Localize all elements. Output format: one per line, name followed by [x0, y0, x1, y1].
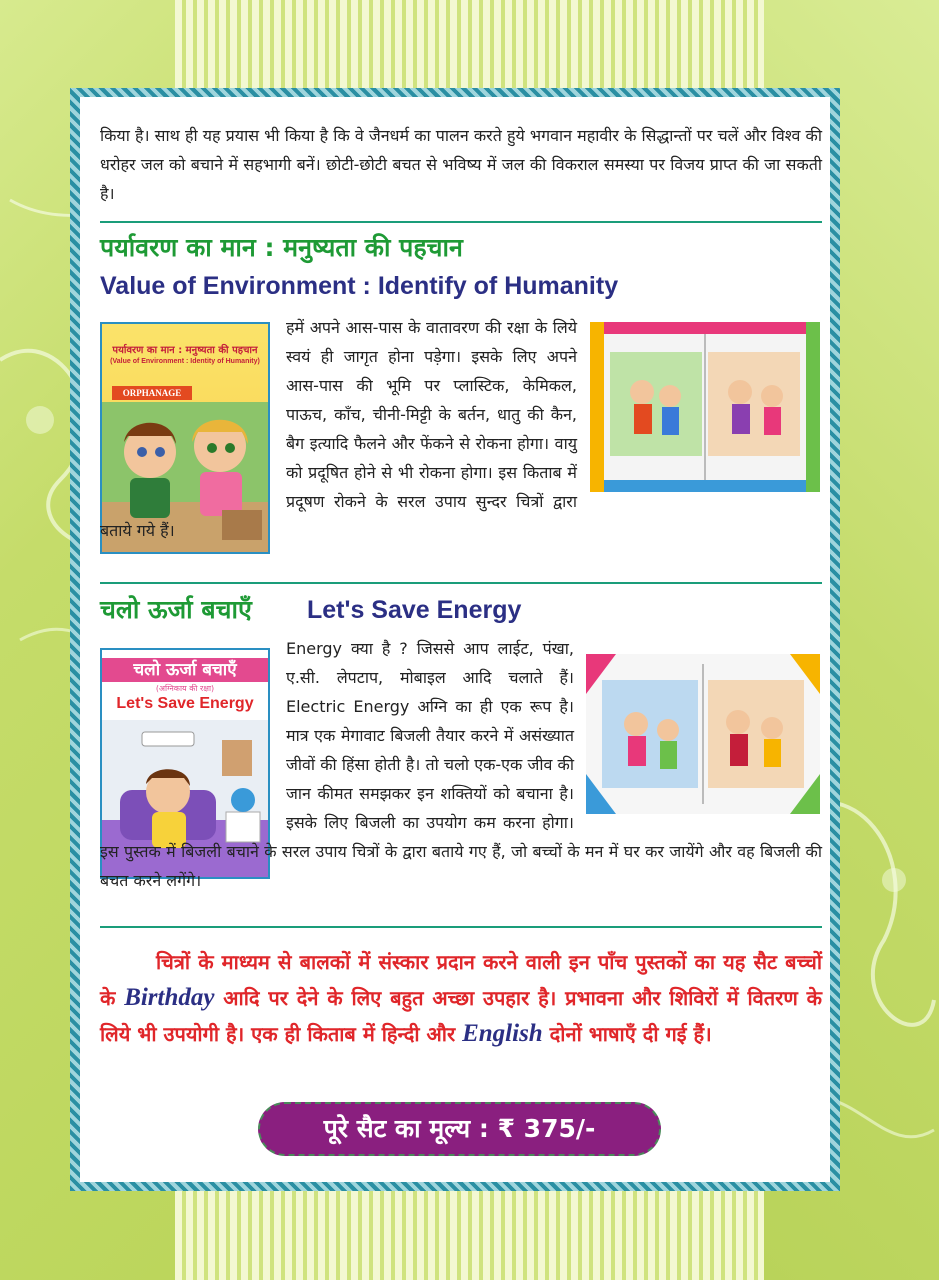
energy-title-hindi: चलो ऊर्जा बचाएँ — [100, 595, 252, 624]
environment-spread-illustration — [590, 322, 820, 492]
divider-1 — [100, 221, 822, 223]
environment-title-english: Value of Environment : Identify of Humanity — [100, 272, 619, 300]
promo-english: English — [462, 1020, 543, 1047]
intro-paragraph: किया है। साथ ही यह प्रयास भी किया है कि वे जैनधर्म का पालन करते हुये भगवान महावीर के सिद्धान्तों पर चलें और विश्व की धरोहर जल को बचाने में सहभागी बनें। छोटी-छोटी बचत से भविष्य में जल की विकराल समस्या पर विजय प्राप्त की जा सकती है। — [100, 126, 822, 203]
environment-cover-subtitle: (Value of Environment : Identity of Humanity) — [110, 358, 260, 365]
environment-body: हमें अपने आस-पास के वातावरण की रक्षा के लिये स्वयं ही जागृत होना पड़ेगा। इसके लिए अपने आस-पास की भूमि पर प्लास्टिक, केमिकल, पाऊच, काँच, चीनी-मिट्टी के बर्तन, धातु की कैन, बैग इत्यादि फैलने और फेंकने से रोकना होगा। वायु को प्रदूषित होने से भी रोकना होगा। इस किताब में प्रदूषण रोकने के सरल उपाय सुन्दर चित्रों द्वारा बताये गये हैं। — [100, 318, 577, 540]
wrap-spacer-left — [100, 634, 286, 832]
energy-title-english: Let's Save Energy — [307, 596, 522, 624]
energy-book-spread — [586, 654, 820, 814]
promo-birthday: Birthday — [124, 984, 215, 1011]
environment-cover-title: पर्यावरण का मान : मनुष्यता की पहचान — [112, 345, 258, 356]
promo-text-3: दोनों भाषाएँ दी गई हैं। — [542, 1022, 712, 1046]
energy-cover-title: चलो ऊर्जा बचाएँ — [102, 658, 268, 682]
promo-text-1: चित्रों के माध्यम से बालकों में संस्कार प्रदान करने वाली इन पाँच पुस्तकों का यह सैट बच्चों के — [100, 950, 822, 1010]
divider-2 — [100, 582, 822, 584]
price-badge: पूरे सैट का मूल्य : ₹ 375/- — [258, 1102, 661, 1156]
energy-cover-english: Let's Save Energy — [116, 695, 254, 712]
energy-spread-illustration — [586, 654, 820, 814]
environment-book-spread — [590, 322, 820, 492]
promo-paragraph — [100, 945, 822, 1052]
environment-title-hindi: पर्यावरण का मान : मनुष्यता की पहचान — [100, 233, 463, 262]
divider-3 — [100, 926, 822, 928]
orphanage-sign: ORPHANAGE — [112, 386, 192, 400]
promo-text-2: आदि पर देने के लिए बहुत अच्छा उपहार है। प्रभावना और शिविरों में वितरण के लिये भी उपयोगी है। एक ही किताब में हिन्दी और — [100, 986, 822, 1046]
wrap-spacer-left — [100, 313, 286, 513]
energy-body: Energy क्या है ? जिससे आप लाईट, पंखा, ए.सी. लेपटाप, मोबाइल आदि चलाते हैं। Electric Energy अग्नि का ही एक रूप है। मात्र एक मेगावाट बिजली तैयार करने में असंख्यात जीवों की हिंसा होती है। तो चलो एक-एक जीव की जान कीमत समझकर इन शक्तियों को बचाना है। इसके लिए बिजली का उपयोग कम करना होगा। इस पुस्तक में बिजली बचाने के सरल उपाय चित्रों के द्वारा बताये गए हैं, जो बच्चों के मन में घर कर जायेंगे और वह बिजली की बचत करने लगेंगे। — [100, 639, 822, 890]
energy-cover-subtitle: (अग्निकाय की रक्षा) — [155, 684, 215, 693]
